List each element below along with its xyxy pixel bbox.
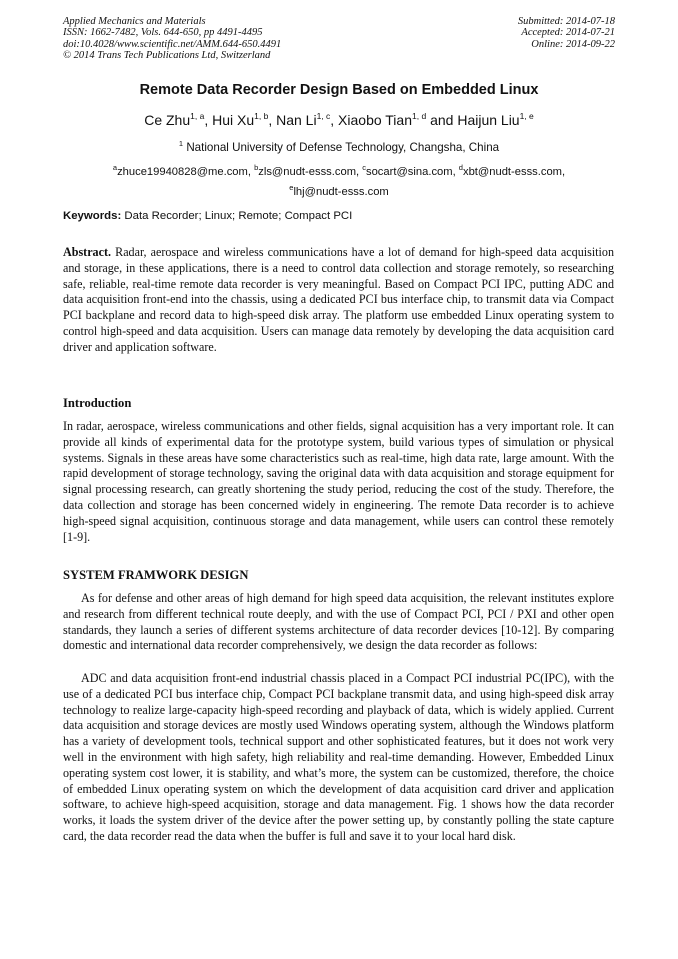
- email-list: [70, 160, 608, 200]
- keywords: [63, 210, 352, 222]
- email-superscript: c: [362, 163, 366, 172]
- author-superscript: 1, e: [519, 111, 534, 121]
- doi-line: doi:10.4028/www.scientific.net/AMM.644-650.4491: [63, 38, 282, 50]
- author-name: Hui Xu: [212, 112, 255, 128]
- keywords-text: Data Recorder; Linux; Remote; Compact PCI: [124, 210, 353, 222]
- author-superscript: 1, b: [254, 111, 269, 121]
- system-paragraph-2: ADC and data acquisition front-end industrial chassis placed in a Compact PCI industrial PC(IPC), with the use of a dedicated PCI bus interface chip, Compact PCI backplane transmit data, and using high-speed disk array technology to realize large-capacity high-speed recording and playback of data, which is widely applied. Current data acquisition and storage devices are mostly used Windows operating system, although the Windows platform has a variety of development tools, technical support and other sophisticated features, but it does not work very well in the environment with high safety, high reliability and real-time demanding. However, Embedded Linux operating system cost lower, it is stability, and what’s more, the system can be customized, therefore, the choice of embedded Linux operating system on which the development of data acquisition card driver and application software, to achieve high-speed acquisition, storage and data management. Fig. 1 shows how the data recorder works, it loads the system driver of the device after the power setting up, by constantly polling the state capture card, the data recorder read the data when the buffer is full and save it to your local hard disk.: [63, 671, 614, 843]
- abstract-paragraph: [63, 245, 614, 356]
- system-framework-heading: SYSTEM FRAMWORK DESIGN: [63, 568, 249, 582]
- system-paragraph-1: As for defense and other areas of high demand for high speed data acquisition, the relevant institutes explore and research from different technical route deeply, and with the use of Compact PCI, PCI / PXI and other open standards, they launch a series of different systems architecture of data recorder devices [10-12]. By comparing domestic and international data recorder comprehensively, we design the data recorder as follows:: [63, 591, 614, 653]
- abstract-label: Abstract.: [63, 245, 112, 259]
- email-superscript: b: [254, 163, 259, 172]
- abstract-text: Radar, aerospace and wireless communications have a lot of demand for high-speed data acquisition and storage, in these applications, there is a need to control data collection and storage remotely, so researching safe, reliable, real-time remote data recorder is very meaningful. Based on Compact PCI IPC, putting ADC and data acquisition front-end into the chassis, using a dedicated PCI bus interface chip, to transmit data via Compact PCI backplane and record data to high-speed disk array. The platform use embedded Linux operating system to control high-speed and data acquisition. Users can manage data remotely by developing the data acquisition card driver and application software.: [63, 245, 614, 354]
- author-separator: ,: [268, 112, 277, 128]
- author-list: [0, 111, 678, 128]
- paper-title: Remote Data Recorder Design Based on Embedded Linux: [139, 82, 539, 98]
- author-separator: ,: [330, 112, 339, 128]
- email-superscript: d: [458, 163, 463, 172]
- introduction-heading: Introduction: [63, 396, 132, 410]
- author-superscript: 1, d: [412, 111, 427, 121]
- online-date: Online: 2014-09-22: [531, 38, 615, 50]
- author-name: Ce Zhu: [144, 112, 191, 128]
- accepted-date: Accepted: 2014-07-21: [521, 27, 615, 39]
- email-address: zls@nudt-esss.com,: [258, 166, 363, 178]
- submitted-date: Submitted: 2014-07-18: [517, 16, 615, 27]
- email-superscript: a: [112, 163, 118, 172]
- journal-header-left: [63, 16, 281, 61]
- author-separator: ,: [204, 112, 213, 128]
- copyright-line: © 2014 Trans Tech Publications Ltd, Switzerland: [63, 49, 271, 61]
- journal-name: Applied Mechanics and Materials: [63, 16, 206, 27]
- email-address: zhuce19940828@me.com,: [117, 166, 255, 178]
- affiliation-superscript: 1: [178, 139, 184, 148]
- issn-line: ISSN: 1662-7482, Vols. 644-650, pp 4491-4495: [63, 27, 263, 39]
- email-superscript: e: [289, 183, 294, 192]
- author-separator: and: [426, 112, 458, 128]
- keywords-label: Keywords:: [63, 210, 122, 222]
- introduction-paragraph: In radar, aerospace, wireless communications and other fields, signal acquisition has a very important role. It can provide all kinds of experimental data for the prototype system, build various types of simulation or physical systems. Signals in these areas have some characteristics such as real-time, high data rate, large amount. With the rapid development of storage technology, saving the original data with data acquisition and storage equipment for signal processing research, can greatly shortening the study period, reducing the cost of the study. Therefore, the data collection and storage has been concerned widely in engineering. The remote Data recorder is to achieve high-speed signal acquisition, continuous storage and data management, while users can control these remotely [1-9].: [63, 419, 614, 544]
- email-address: socart@sina.com,: [365, 166, 459, 178]
- author-name: Nan Li: [276, 112, 317, 128]
- affiliation-text: National University of Defense Technology, Changsha, China: [186, 141, 500, 154]
- email-address: lhj@nudt-esss.com: [293, 186, 389, 198]
- author-name: Xiaobo Tian: [338, 112, 412, 128]
- email-address: xbt@nudt-esss.com,: [462, 166, 566, 178]
- author-superscript: 1, c: [316, 111, 331, 121]
- affiliation: [0, 139, 678, 154]
- author-superscript: 1, a: [190, 111, 205, 121]
- author-name: Haijun Liu: [457, 112, 520, 128]
- journal-header-right: [518, 16, 615, 50]
